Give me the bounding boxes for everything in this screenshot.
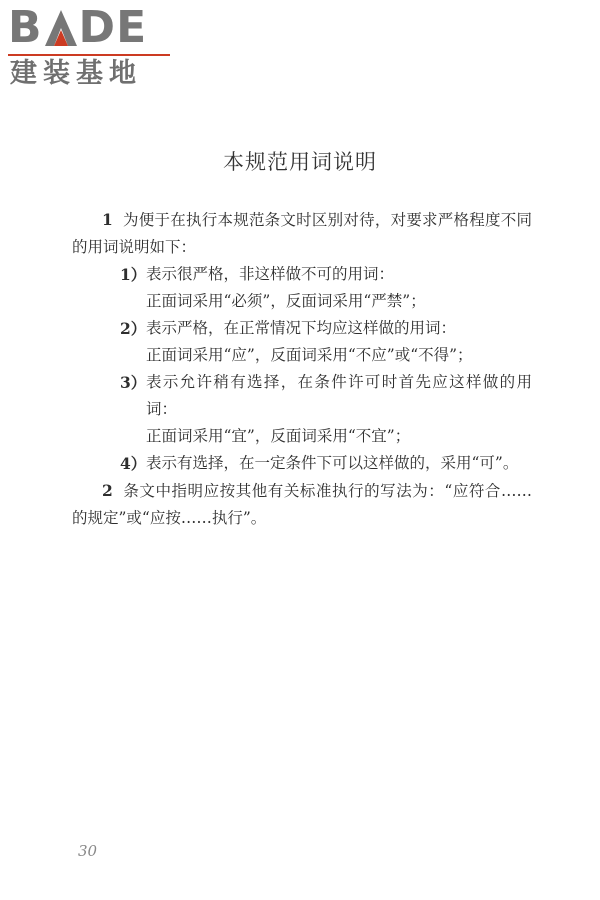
list-item-text: 表示允许稍有选择，在条件许可时首先应这样做的用词：: [146, 373, 532, 418]
list-item-number: 1）: [120, 265, 147, 284]
list-item-detail: 正面词采用“必须”，反面词采用“严禁”；: [146, 292, 426, 310]
logo-letter-a-icon: [44, 8, 78, 48]
logo-wordmark: [8, 4, 147, 52]
paragraph-2: [72, 477, 532, 532]
document-body: [72, 206, 532, 532]
paragraph-1: [72, 206, 532, 261]
list-item: [72, 261, 532, 315]
paragraph-1-number: 1: [102, 210, 113, 229]
list-item-text: 表示严格，在正常情况下均应这样做的用词：: [146, 319, 457, 337]
paragraph-2-text: 条文中指明应按其他有关标准执行的写法为：“应符合……的规定”或“应按……执行”。: [72, 482, 532, 527]
logo-letter-b: B: [8, 2, 43, 53]
logo-a-shape: [44, 8, 78, 48]
list-item-text: 表示很严格，非这样做不可的用词：: [146, 265, 395, 283]
logo-divider: [8, 54, 170, 56]
list-item-number: 4）: [120, 454, 147, 473]
list-item-number: 2）: [120, 319, 147, 338]
page-number: 30: [78, 842, 98, 860]
paragraph-1-text: 为便于在执行本规范条文时区别对待，对要求严格程度不同的用词说明如下：: [72, 211, 532, 256]
list-item: [72, 450, 532, 477]
list-item-text: 表示有选择，在一定条件下可以这样做的，采用“可”。: [146, 454, 519, 472]
bade-logo: [8, 4, 178, 90]
paragraph-2-number: 2: [102, 481, 113, 500]
list-item-detail: 正面词采用“宜”，反面词采用“不宜”；: [146, 427, 411, 445]
logo-letters-de: DE: [78, 2, 148, 53]
list-item-number: 3）: [120, 373, 147, 392]
list-item: [72, 315, 532, 369]
list-item-detail: 正面词采用“应”，反面词采用“不应”或“不得”；: [146, 346, 473, 364]
list-item: [72, 369, 532, 450]
logo-chinese-name: 建装基地: [10, 58, 142, 89]
page-title: 本规范用词说明: [223, 150, 377, 174]
